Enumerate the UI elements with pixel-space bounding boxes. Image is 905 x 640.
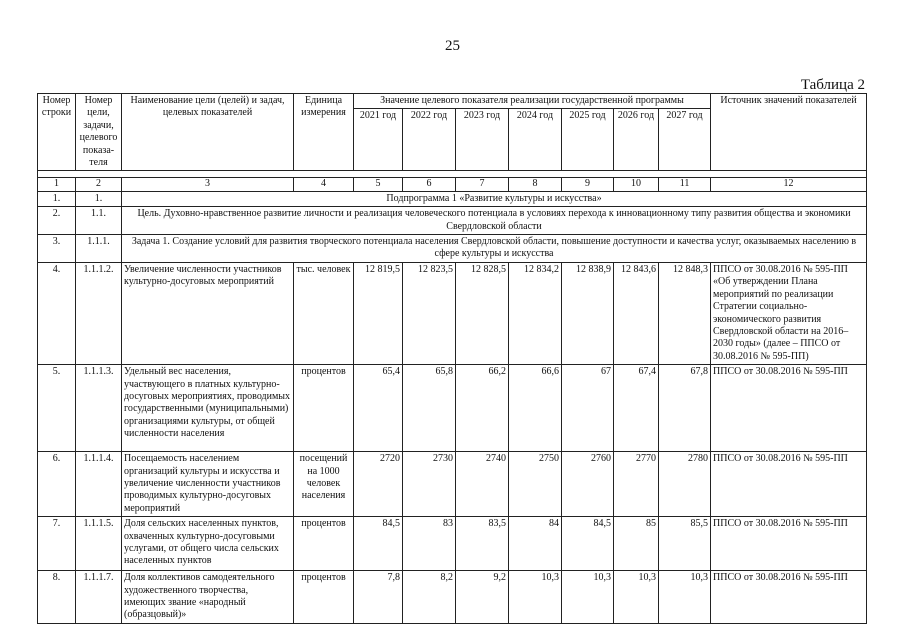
header-year: 2023 год (456, 109, 509, 171)
header-year: 2024 год (509, 109, 562, 171)
indicator-name: Увеличение численности участников культурно-досуговых мероприятий (122, 262, 294, 364)
column-number: 3 (122, 178, 294, 191)
section-code: 1.1. (76, 207, 122, 235)
header-target-num: Номер цели, задачи, целевого показа-теля (76, 94, 122, 171)
value-cell: 12 838,9 (562, 262, 614, 364)
section-code: 1.1.1. (76, 235, 122, 263)
separator-row (38, 171, 867, 178)
value-cell: 2780 (659, 452, 711, 517)
indicator-code: 1.1.1.5. (76, 517, 122, 571)
table-row (38, 571, 867, 624)
value-cell: 85,5 (659, 517, 711, 571)
section-row (38, 191, 867, 206)
header-row (38, 94, 867, 109)
row-num: 8. (38, 571, 76, 624)
section-row-num: 3. (38, 235, 76, 263)
column-number: 6 (403, 178, 456, 191)
row-num: 7. (38, 517, 76, 571)
unit-cell: тыс. человек (294, 262, 354, 364)
row-num: 5. (38, 365, 76, 452)
value-cell: 12 834,2 (509, 262, 562, 364)
unit-cell: посещений на 1000 человек населения (294, 452, 354, 517)
indicator-name: Доля коллективов самодеятельного художественного творчества, имеющих звание «народный (образцовый)» (122, 571, 294, 624)
value-cell: 66,2 (456, 365, 509, 452)
value-cell: 10,3 (562, 571, 614, 624)
header-year: 2027 год (659, 109, 711, 171)
header-unit: Единица измерения (294, 94, 354, 171)
value-cell: 2760 (562, 452, 614, 517)
header-year: 2022 год (403, 109, 456, 171)
value-cell: 2740 (456, 452, 509, 517)
table-row (38, 517, 867, 571)
indicator-code: 1.1.1.7. (76, 571, 122, 624)
value-cell: 8,2 (403, 571, 456, 624)
source-cell: ППСО от 30.08.2016 № 595-ПП (711, 365, 867, 452)
value-cell: 65,8 (403, 365, 456, 452)
section-row-num: 2. (38, 207, 76, 235)
indicator-name: Посещаемость населением организаций культуры и искусства и увеличение численности участников проводимых культурно-досуговых мероприятий (122, 452, 294, 517)
row-num: 4. (38, 262, 76, 364)
header-values-group: Значение целевого показателя реализации государственной программы (354, 94, 711, 109)
unit-cell: процентов (294, 571, 354, 624)
value-cell: 85 (614, 517, 659, 571)
indicator-code: 1.1.1.2. (76, 262, 122, 364)
column-number: 2 (76, 178, 122, 191)
value-cell: 12 819,5 (354, 262, 403, 364)
value-cell: 67 (562, 365, 614, 452)
value-cell: 12 823,5 (403, 262, 456, 364)
header-year: 2026 год (614, 109, 659, 171)
value-cell: 84 (509, 517, 562, 571)
section-text: Задача 1. Создание условий для развития творческого потенциала населения Свердловской области, повышение доступности и качества услуг, оказываемых населению в сфере культуры и искусства (122, 235, 867, 263)
section-text: Цель. Духовно-нравственное развитие личности и реализация человеческого потенциала в условиях перехода к инновационному типу развития общества и экономики Свердловской области (122, 207, 867, 235)
section-row-num: 1. (38, 191, 76, 206)
source-cell: ППСО от 30.08.2016 № 595-ПП (711, 452, 867, 517)
value-cell: 84,5 (354, 517, 403, 571)
section-code: 1. (76, 191, 122, 206)
value-cell: 66,6 (509, 365, 562, 452)
indicator-code: 1.1.1.4. (76, 452, 122, 517)
value-cell: 7,8 (354, 571, 403, 624)
column-number: 5 (354, 178, 403, 191)
value-cell: 2770 (614, 452, 659, 517)
header-source: Источник значений показателей (711, 94, 867, 171)
column-number: 7 (456, 178, 509, 191)
value-cell: 2750 (509, 452, 562, 517)
column-number: 4 (294, 178, 354, 191)
value-cell: 2730 (403, 452, 456, 517)
header-name: Наименование цели (целей) и задач, целевых показателей (122, 94, 294, 171)
section-text: Подпрограмма 1 «Развитие культуры и искусства» (122, 191, 867, 206)
value-cell: 12 828,5 (456, 262, 509, 364)
page-number: 25 (445, 38, 460, 54)
table-row (38, 262, 867, 364)
indicator-code: 1.1.1.3. (76, 365, 122, 452)
indicator-name: Удельный вес населения, участвующего в платных культурно-досуговых мероприятиях, проводимых государственными (муниципальными) организациями культуры, от общей численности населения (122, 365, 294, 452)
unit-cell: процентов (294, 517, 354, 571)
column-number: 8 (509, 178, 562, 191)
value-cell: 2720 (354, 452, 403, 517)
value-cell: 12 843,6 (614, 262, 659, 364)
value-cell: 9,2 (456, 571, 509, 624)
value-cell: 10,3 (509, 571, 562, 624)
section-row (38, 207, 867, 235)
row-num: 6. (38, 452, 76, 517)
header-year: 2021 год (354, 109, 403, 171)
source-cell: ППСО от 30.08.2016 № 595-ПП (711, 571, 867, 624)
value-cell: 84,5 (562, 517, 614, 571)
value-cell: 83,5 (456, 517, 509, 571)
table-row (38, 452, 867, 517)
header-year: 2025 год (562, 109, 614, 171)
value-cell: 65,4 (354, 365, 403, 452)
column-number: 11 (659, 178, 711, 191)
column-number: 12 (711, 178, 867, 191)
column-number: 1 (38, 178, 76, 191)
value-cell: 67,4 (614, 365, 659, 452)
column-numbers-row (38, 178, 867, 191)
table-row (38, 365, 867, 452)
indicator-name: Доля сельских населенных пунктов, охваченных культурно-досуговыми услугами, от общего числа сельских населенных пунктов (122, 517, 294, 571)
table-title: Таблица 2 (800, 77, 865, 93)
value-cell: 10,3 (614, 571, 659, 624)
value-cell: 12 848,3 (659, 262, 711, 364)
section-row (38, 235, 867, 263)
value-cell: 67,8 (659, 365, 711, 452)
value-cell: 83 (403, 517, 456, 571)
value-cell: 10,3 (659, 571, 711, 624)
column-number: 10 (614, 178, 659, 191)
source-cell: ППСО от 30.08.2016 № 595-ПП «Об утверждении Плана мероприятий по реализации Стратегии социально-экономического развития Свердловской области на 2016–2030 годы» (далее – ППСО от 30.08.2016 № 595-ПП) (711, 262, 867, 364)
column-number: 9 (562, 178, 614, 191)
indicators-table (37, 93, 867, 624)
header-row-num: Номер строки (38, 94, 76, 171)
unit-cell: процентов (294, 365, 354, 452)
source-cell: ППСО от 30.08.2016 № 595-ПП (711, 517, 867, 571)
